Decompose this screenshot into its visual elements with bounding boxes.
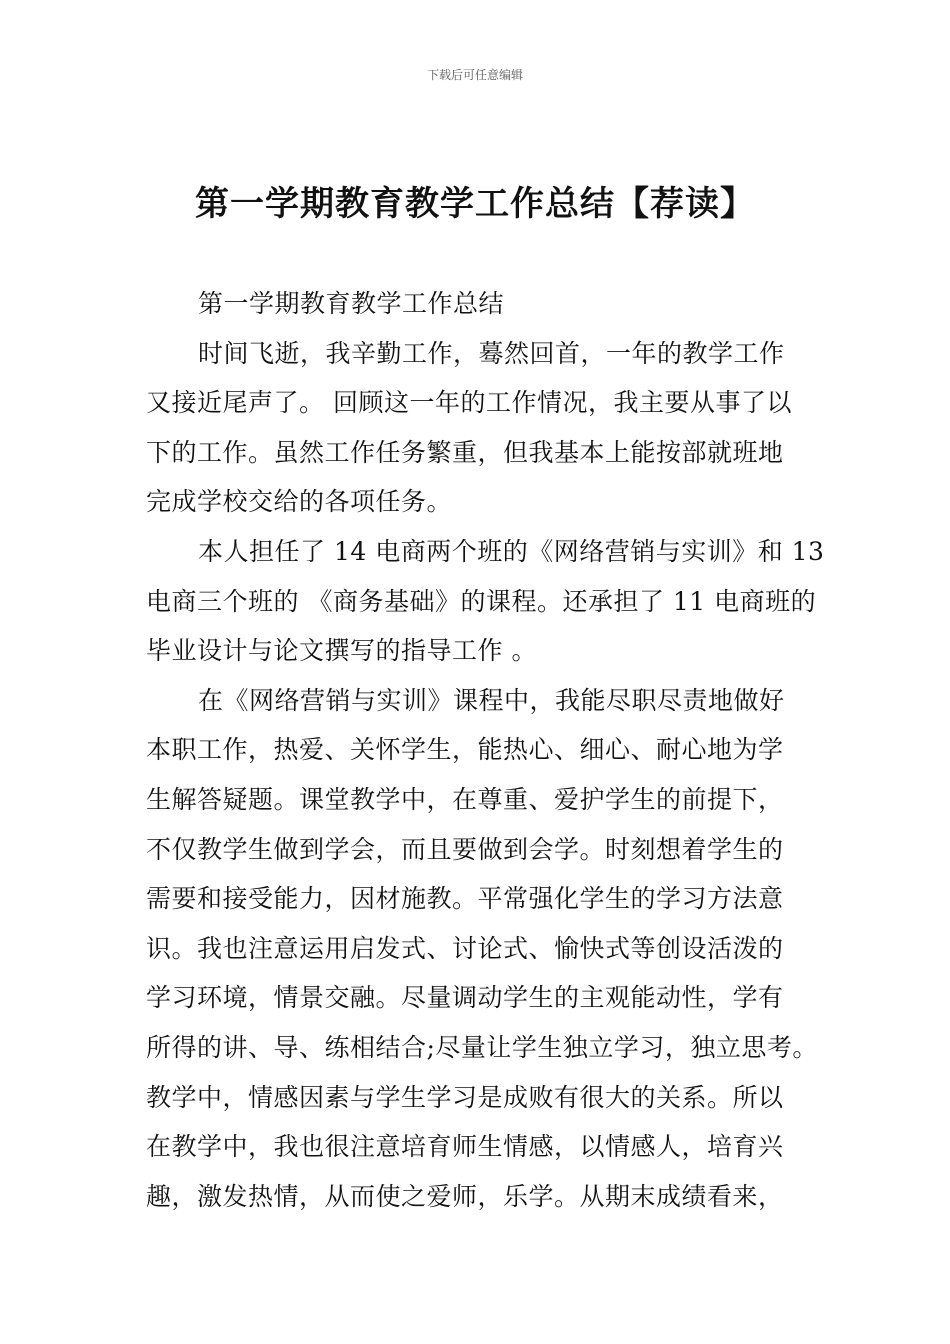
body-text-line: 毕业设计与论文撰写的指导工作 。 — [146, 636, 537, 666]
header-note: 下载后可任意编辑 — [426, 68, 523, 82]
body-text-line: 本人担任了 14 电商两个班的《网络营销与实训》和 13 — [198, 536, 825, 566]
body-text-line: 需要和接受能力，因材施教。平常强化学生的学习方法意 — [146, 884, 784, 914]
body-text-line: 又接近尾声了。 回顾这一年的工作情况，我主要从事了以 — [146, 388, 792, 418]
body-text-line: 时间飞逝，我辛勤工作，蓦然回首，一年的教学工作 — [198, 338, 785, 368]
body-text-line: 所得的讲、导、练相结合;尽量让学生独立学习，独立思考。 — [146, 1032, 818, 1062]
body-text-line: 教学中，情感因素与学生学习是成败有很大的关系。所以 — [146, 1082, 784, 1112]
body-text-line: 不仅教学生做到学会，而且要做到会学。时刻想着学生的 — [146, 834, 784, 864]
body-text-line: 生解答疑题。课堂教学中，在尊重、爱护学生的前提下， — [146, 784, 784, 814]
document-title: 第一学期教育教学工作总结【荐读】 — [195, 184, 755, 224]
body-text-line: 趣，激发热情，从而使之爱师，乐学。从期末成绩看来， — [146, 1181, 784, 1211]
body-text-line: 在教学中，我也很注意培育师生情感，以情感人，培育兴 — [146, 1132, 784, 1162]
body-text-line: 学习环境，情景交融。尽量调动学生的主观能动性，学有 — [146, 983, 784, 1013]
body-text-line: 完成学校交给的各项任务。 — [146, 487, 453, 517]
body-text-line: 第一学期教育教学工作总结 — [198, 289, 505, 318]
body-text-line: 识。我也注意运用启发式、讨论式、愉快式等创设活泼的 — [146, 933, 784, 963]
document-body — [146, 279, 825, 1221]
body-text-line: 本职工作，热爱、关怀学生，能热心、细心、耐心地为学 — [146, 735, 784, 765]
body-text-line: 在《网络营销与实训》课程中，我能尽职尽责地做好 — [198, 685, 785, 715]
body-text-line: 电商三个班的 《商务基础》的课程。还承担了 11 电商班的 — [146, 586, 817, 616]
body-text-line: 下的工作。虽然工作任务繁重，但我基本上能按部就班地 — [146, 437, 784, 467]
